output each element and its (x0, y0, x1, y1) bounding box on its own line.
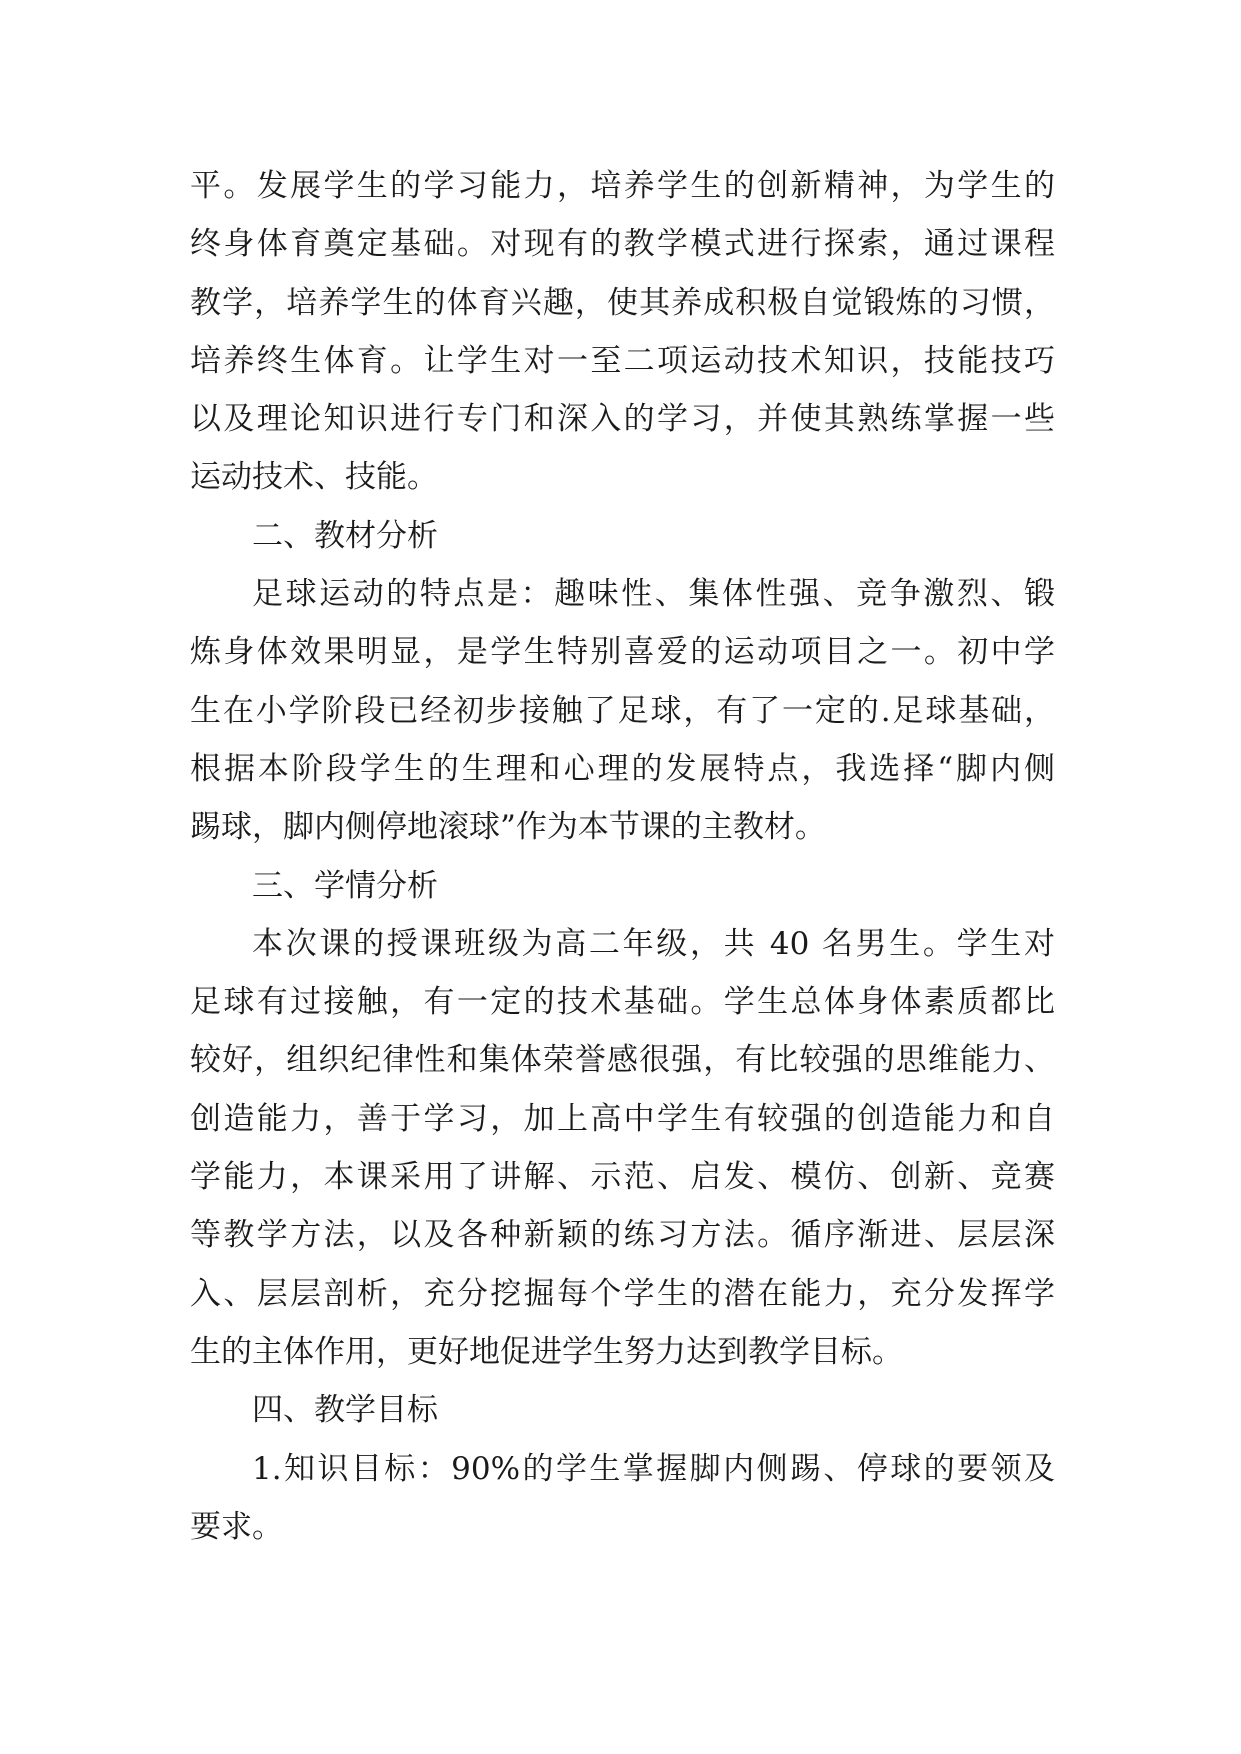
text-line: 终身体育奠定基础。对现有的教学模式进行探索，通过课程 (190, 226, 1055, 263)
text-line: 1.知识目标：90%的学生掌握脚内侧踢、停球的要领及 (252, 1450, 1055, 1487)
section-heading-teaching-goals: 四、教学目标 (252, 1392, 438, 1429)
text-line: 要求。 (190, 1508, 283, 1545)
paragraph-student-analysis (190, 915, 1055, 1381)
text-line: 平。发展学生的学习能力，培养学生的创新精神，为学生的 (190, 168, 1055, 204)
section-heading-student-analysis: 三、学情分析 (252, 867, 438, 904)
text-line: 较好，组织纪律性和集体荣誉感很强，有比较强的思维能力、 (190, 1042, 1055, 1079)
paragraph-textbook-analysis (190, 565, 1055, 856)
text-line: 入、层层剖析，充分挖掘每个学生的潜在能力，充分发挥学 (190, 1275, 1055, 1312)
text-line: 学能力，本课采用了讲解、示范、启发、模仿、创新、竞赛 (190, 1159, 1055, 1196)
text-line: 足球有过接触，有一定的技术基础。学生总体身体素质都比 (190, 984, 1055, 1021)
text-line: 本次课的授课班级为高二年级，共 40 名男生。学生对 (252, 925, 1055, 962)
text-line: 等教学方法，以及各种新颖的练习方法。循序渐进、层层深 (190, 1217, 1055, 1254)
text-line: 根据本阶段学生的生理和心理的发展特点，我选择“脚内侧 (190, 750, 1055, 787)
text-line: 以及理论知识进行专门和深入的学习，并使其熟练掌握一些 (190, 401, 1055, 438)
text-line: 踢球，脚内侧停地滚球”作为本节课的主教材。 (190, 809, 826, 846)
paragraph-objectives-continued (190, 157, 1055, 507)
text-line: 足球运动的特点是：趣味性、集体性强、竞争激烈、锻 (252, 576, 1055, 613)
text-line: 培养终生体育。让学生对一至二项运动技术知识，技能技巧 (190, 342, 1055, 379)
text-line: 创造能力，善于学习，加上高中学生有较强的创造能力和自 (190, 1100, 1055, 1137)
text-line: 生在小学阶段已经初步接触了足球，有了一定的.足球基础， (190, 692, 1055, 729)
text-line: 教学，培养学生的体育兴趣，使其养成积极自觉锻炼的习惯， (190, 284, 1055, 321)
section-heading-textbook-analysis: 二、教材分析 (252, 517, 438, 554)
text-line: 炼身体效果明显，是学生特别喜爱的运动项目之一。初中学 (190, 634, 1055, 671)
text-line: 运动技术、技能。 (190, 459, 438, 496)
document-body (190, 157, 1055, 1556)
text-line: 生的主体作用，更好地促进学生努力达到教学目标。 (190, 1333, 903, 1370)
paragraph-teaching-goals (190, 1440, 1055, 1557)
